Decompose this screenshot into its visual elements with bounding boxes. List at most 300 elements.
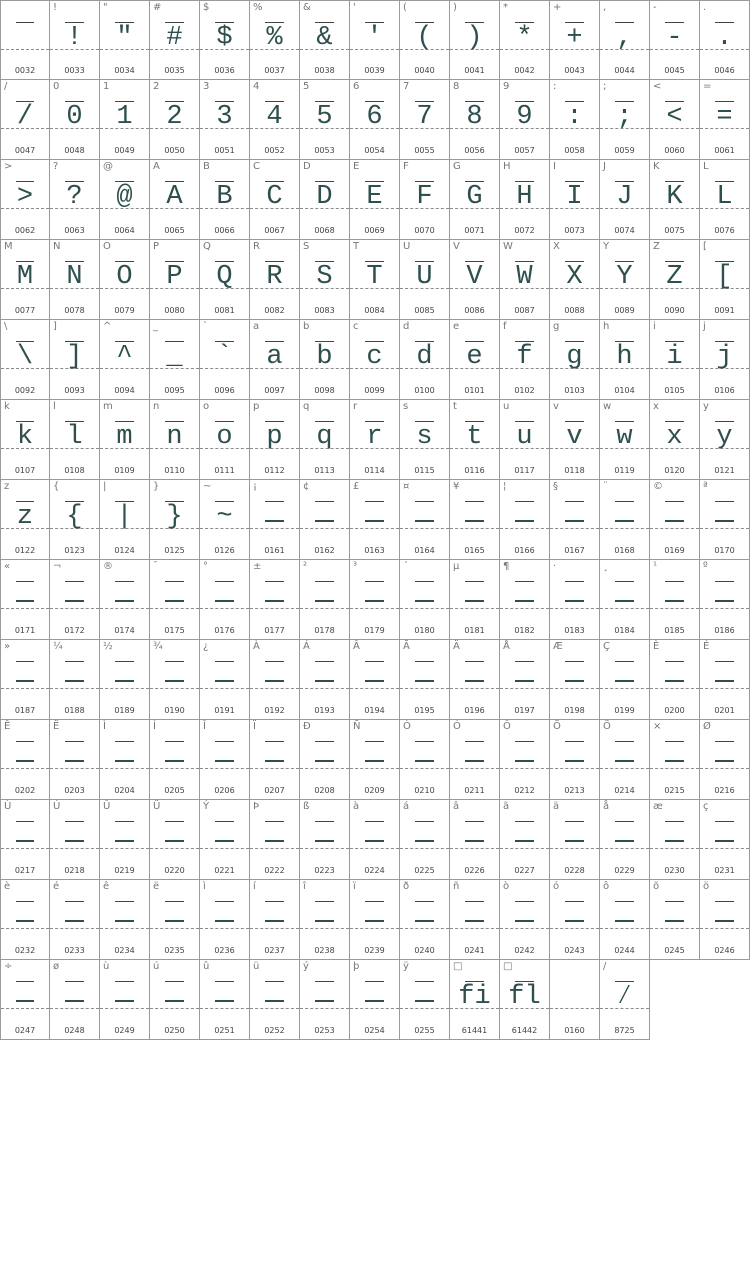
glyph-cell[interactable] [250,0,300,80]
glyph-cell[interactable] [0,960,50,1040]
glyph-cell[interactable] [650,320,700,400]
reference-char: ø [53,961,60,972]
glyph-cell[interactable] [200,560,250,640]
glyph-cell[interactable] [450,400,500,480]
glyph-cell[interactable] [650,720,700,800]
glyph-sample: K [666,182,683,212]
cap-height-line [715,901,734,902]
glyph-cell[interactable] [150,720,200,800]
char-code: 0252 [264,1026,285,1035]
glyph-cell[interactable] [500,960,550,1040]
char-code: 0233 [64,946,85,955]
reference-char: ú [153,961,160,972]
char-code: 0033 [64,66,85,75]
glyph-cell[interactable] [200,720,250,800]
char-code: 0096 [214,386,235,395]
glyph-cell[interactable] [0,160,50,240]
glyph-cell[interactable] [0,480,50,560]
glyph-cell[interactable] [150,640,200,720]
glyph-cell[interactable] [550,160,600,240]
baseline-guide [1,49,49,50]
char-code: 0126 [214,546,235,555]
glyph-cell[interactable] [600,400,650,480]
cap-height-line [65,901,84,902]
glyph-cell[interactable] [400,400,450,480]
glyph-cell[interactable] [450,960,500,1040]
glyph-cell[interactable] [550,720,600,800]
glyph-sample: H [516,182,533,212]
baseline-guide [400,768,449,769]
glyph-cell[interactable] [50,240,100,320]
glyph-cell[interactable] [300,800,350,880]
reference-char: þ [353,961,360,972]
glyph-cell[interactable] [350,240,400,320]
glyph-cell[interactable] [200,320,250,400]
baseline-guide [150,608,199,609]
cap-height-line [415,981,434,982]
char-code: 0104 [614,386,635,395]
missing-glyph-dash [65,920,84,922]
glyph-cell[interactable] [150,0,200,80]
reference-char: Ø [703,721,711,732]
reference-char: Ò [403,721,411,732]
glyph-cell[interactable] [50,640,100,720]
glyph-cell[interactable] [250,400,300,480]
glyph-cell[interactable] [400,880,450,960]
glyph-cell[interactable] [200,480,250,560]
glyph-cell[interactable] [650,80,700,160]
glyph-cell[interactable] [250,80,300,160]
glyph-cell[interactable] [150,880,200,960]
glyph-cell[interactable] [600,560,650,640]
reference-char: c [353,321,359,332]
glyph-cell[interactable] [50,400,100,480]
glyph-cell[interactable] [500,560,550,640]
glyph-cell[interactable] [350,480,400,560]
glyph-cell[interactable] [450,0,500,80]
char-code: 0083 [314,306,335,315]
glyph-cell[interactable] [600,80,650,160]
glyph-cell[interactable] [150,160,200,240]
missing-glyph-dash [615,520,634,522]
glyph-cell[interactable] [0,720,50,800]
glyph-cell[interactable] [600,960,650,1040]
char-code: 0167 [564,546,585,555]
glyph-cell[interactable] [600,720,650,800]
glyph-cell[interactable] [400,640,450,720]
baseline-guide [150,928,199,929]
glyph-cell[interactable] [300,400,350,480]
glyph-cell[interactable] [100,320,150,400]
glyph-cell[interactable] [500,480,550,560]
glyph-cell[interactable] [0,80,50,160]
glyph-cell[interactable] [250,160,300,240]
reference-char: J [603,161,606,172]
glyph-cell[interactable] [300,320,350,400]
glyph-cell[interactable] [50,320,100,400]
glyph-cell[interactable] [650,480,700,560]
glyph-cell[interactable] [300,960,350,1040]
glyph-cell[interactable] [150,400,200,480]
glyph-cell[interactable] [600,160,650,240]
glyph-cell[interactable] [300,160,350,240]
glyph-cell[interactable] [400,800,450,880]
glyph-cell[interactable] [500,240,550,320]
glyph-cell[interactable] [550,640,600,720]
glyph-sample: ( [416,23,433,53]
char-code: 0246 [714,946,735,955]
glyph-cell[interactable] [450,80,500,160]
glyph-cell[interactable] [700,0,750,80]
glyph-cell[interactable] [450,240,500,320]
reference-char: g [553,321,560,332]
glyph-cell[interactable] [500,0,550,80]
glyph-cell[interactable] [550,0,600,80]
glyph-cell[interactable] [300,0,350,80]
glyph-cell[interactable] [450,320,500,400]
baseline-guide [700,848,749,849]
glyph-cell[interactable] [350,880,400,960]
glyph-cell[interactable] [300,720,350,800]
glyph-cell[interactable] [350,720,400,800]
glyph-cell[interactable] [700,480,750,560]
glyph-cell[interactable] [450,800,500,880]
glyph-cell[interactable] [400,160,450,240]
glyph-cell[interactable] [350,640,400,720]
char-code: 0054 [364,146,385,155]
glyph-cell[interactable] [650,800,700,880]
glyph-cell[interactable] [250,560,300,640]
glyph-cell[interactable] [450,480,500,560]
glyph-cell[interactable] [450,560,500,640]
reference-char: > [4,161,13,172]
glyph-cell[interactable] [0,880,50,960]
baseline-guide [700,608,749,609]
glyph-cell[interactable] [400,960,450,1040]
glyph-cell[interactable] [250,320,300,400]
missing-glyph-dash [315,680,334,682]
glyph-cell[interactable] [150,320,200,400]
glyph-cell[interactable] [550,480,600,560]
glyph-sample: ⁄ [616,982,633,1012]
glyph-cell[interactable] [500,160,550,240]
char-code: 0115 [414,466,435,475]
glyph-cell[interactable] [100,160,150,240]
glyph-cell[interactable] [0,560,50,640]
baseline-guide [300,528,349,529]
glyph-cell[interactable] [200,960,250,1040]
glyph-cell[interactable] [600,480,650,560]
glyph-cell[interactable] [250,960,300,1040]
glyph-cell[interactable] [100,640,150,720]
reference-char: u [503,401,510,412]
glyph-cell[interactable] [450,880,500,960]
glyph-cell[interactable] [500,720,550,800]
glyph-sample: @ [116,182,133,212]
char-code: 0044 [614,66,635,75]
glyph-cell[interactable] [100,480,150,560]
glyph-cell[interactable] [150,240,200,320]
missing-glyph-dash [415,600,434,602]
glyph-cell[interactable] [300,640,350,720]
char-code: 0197 [514,706,535,715]
cap-height-line [715,741,734,742]
glyph-cell[interactable] [600,240,650,320]
glyph-cell[interactable] [250,800,300,880]
reference-char: ± [253,561,262,572]
char-code: 0213 [564,786,585,795]
char-code: 0207 [264,786,285,795]
glyph-cell[interactable] [100,720,150,800]
glyph-cell[interactable] [500,880,550,960]
glyph-cell[interactable] [0,320,50,400]
missing-glyph-dash [465,520,484,522]
glyph-cell[interactable] [0,0,50,80]
missing-glyph-dash [315,1000,334,1002]
baseline-guide [50,848,99,849]
glyph-cell[interactable] [50,800,100,880]
glyph-cell[interactable] [550,560,600,640]
glyph-cell[interactable] [500,640,550,720]
glyph-cell[interactable] [650,160,700,240]
reference-char: ¿ [203,641,209,652]
glyph-cell[interactable] [100,0,150,80]
glyph-cell[interactable] [200,800,250,880]
baseline-guide [150,1008,199,1009]
reference-char: ¸ [603,561,608,572]
glyph-row [0,480,751,560]
char-code: 0061 [714,146,735,155]
glyph-cell[interactable] [100,240,150,320]
glyph-cell[interactable] [150,800,200,880]
glyph-cell[interactable] [350,560,400,640]
glyph-cell[interactable] [650,240,700,320]
glyph-cell[interactable] [500,400,550,480]
glyph-cell[interactable] [200,400,250,480]
cap-height-line [515,501,534,502]
char-code: 0125 [164,546,185,555]
glyph-cell[interactable] [700,80,750,160]
glyph-cell[interactable] [350,960,400,1040]
glyph-sample: X [566,262,583,292]
reference-char: K [653,161,660,172]
reference-char: G [453,161,461,172]
glyph-cell[interactable] [50,480,100,560]
baseline-guide [250,688,299,689]
glyph-cell[interactable] [400,560,450,640]
glyph-cell[interactable] [450,160,500,240]
glyph-cell[interactable] [550,80,600,160]
glyph-cell[interactable] [400,80,450,160]
glyph-sample: y [716,422,733,452]
cap-height-line [615,661,634,662]
glyph-cell[interactable] [650,560,700,640]
reference-char: A [153,161,160,172]
glyph-cell[interactable] [250,480,300,560]
baseline-guide [650,608,699,609]
glyph-cell[interactable] [350,80,400,160]
char-code: 0121 [714,466,735,475]
glyph-cell[interactable] [150,560,200,640]
glyph-sample: u [516,422,533,452]
char-code: 0123 [64,546,85,555]
glyph-cell[interactable] [350,0,400,80]
glyph-cell[interactable] [0,800,50,880]
glyph-cell[interactable] [300,480,350,560]
glyph-cell[interactable] [700,320,750,400]
glyph-cell[interactable] [550,960,600,1040]
glyph-cell[interactable] [700,640,750,720]
cap-height-line [615,901,634,902]
glyph-sample: a [266,342,283,372]
glyph-cell[interactable] [350,800,400,880]
glyph-cell[interactable] [400,720,450,800]
glyph-cell[interactable] [200,640,250,720]
glyph-cell[interactable] [100,400,150,480]
glyph-cell[interactable] [450,640,500,720]
glyph-cell[interactable] [100,880,150,960]
char-code: 0114 [364,466,385,475]
char-code: 0064 [114,226,135,235]
glyph-cell[interactable] [250,880,300,960]
glyph-cell[interactable] [200,880,250,960]
glyph-cell[interactable] [50,880,100,960]
glyph-cell[interactable] [300,240,350,320]
cap-height-line [615,741,634,742]
glyph-cell[interactable] [100,80,150,160]
baseline-guide [400,608,449,609]
glyph-cell[interactable] [700,400,750,480]
glyph-cell[interactable] [650,640,700,720]
glyph-sample: I [566,182,583,212]
char-code: 0176 [214,626,235,635]
glyph-cell[interactable] [200,0,250,80]
glyph-sample: ~ [216,502,233,532]
glyph-cell[interactable] [250,640,300,720]
glyph-cell[interactable] [0,400,50,480]
char-code: 0177 [264,626,285,635]
glyph-cell[interactable] [600,0,650,80]
cap-height-line [415,581,434,582]
glyph-cell[interactable] [650,880,700,960]
missing-glyph-dash [315,600,334,602]
baseline-guide [350,528,399,529]
reference-char: î [303,881,306,892]
glyph-cell[interactable] [500,800,550,880]
glyph-cell[interactable] [100,560,150,640]
glyph-cell[interactable] [500,320,550,400]
glyph-cell[interactable] [150,960,200,1040]
glyph-cell[interactable] [700,160,750,240]
glyph-cell[interactable] [600,880,650,960]
char-code: 0217 [14,866,36,875]
baseline-guide [100,768,149,769]
glyph-cell[interactable] [50,80,100,160]
glyph-cell[interactable] [100,800,150,880]
glyph-cell[interactable] [600,640,650,720]
glyph-cell[interactable] [150,80,200,160]
glyph-cell[interactable] [500,80,550,160]
reference-char: $ [203,2,210,13]
glyph-cell[interactable] [650,0,700,80]
reference-char: ¯ [153,561,158,572]
glyph-cell[interactable] [550,880,600,960]
reference-char: 1 [103,81,110,92]
glyph-cell[interactable] [550,320,600,400]
char-code: 0230 [664,866,685,875]
glyph-cell[interactable] [700,240,750,320]
glyph-cell[interactable] [550,240,600,320]
glyph-cell[interactable] [100,960,150,1040]
glyph-cell[interactable] [200,160,250,240]
glyph-cell[interactable] [300,880,350,960]
missing-glyph-dash [265,920,284,922]
glyph-cell[interactable] [400,0,450,80]
glyph-cell[interactable] [400,320,450,400]
glyph-cell[interactable] [350,400,400,480]
glyph-cell[interactable] [600,320,650,400]
glyph-cell[interactable] [550,400,600,480]
char-code: 0111 [214,466,235,475]
missing-glyph-dash [415,680,434,682]
glyph-cell[interactable] [700,800,750,880]
baseline-guide [450,688,499,689]
reference-char: = [703,81,712,92]
glyph-cell[interactable] [700,720,750,800]
baseline-guide [150,848,199,849]
glyph-cell[interactable] [50,720,100,800]
glyph-cell[interactable] [0,640,50,720]
glyph-cell[interactable] [50,0,100,80]
glyph-cell[interactable] [250,240,300,320]
glyph-cell[interactable] [200,240,250,320]
glyph-cell[interactable] [350,160,400,240]
glyph-row [0,320,751,400]
glyph-cell[interactable] [650,400,700,480]
cap-height-line [315,901,334,902]
char-code: 0063 [64,226,85,235]
glyph-cell[interactable] [400,480,450,560]
baseline-guide [100,688,149,689]
cap-height-line [165,741,184,742]
glyph-cell[interactable] [50,560,100,640]
char-code: 0181 [464,626,485,635]
glyph-cell[interactable] [700,880,750,960]
glyph-cell[interactable] [350,320,400,400]
baseline-guide [450,768,499,769]
char-code: 0073 [564,226,585,235]
glyph-cell[interactable] [50,960,100,1040]
cap-height-line [715,581,734,582]
glyph-cell[interactable] [300,560,350,640]
glyph-cell[interactable] [250,720,300,800]
glyph-cell[interactable] [400,240,450,320]
char-code: 0208 [314,786,335,795]
reference-char: ý [303,961,309,972]
glyph-cell[interactable] [700,560,750,640]
char-code: 0036 [214,66,235,75]
glyph-cell[interactable] [0,240,50,320]
glyph-cell[interactable] [450,720,500,800]
glyph-cell[interactable] [300,80,350,160]
glyph-cell[interactable] [50,160,100,240]
glyph-cell[interactable] [600,800,650,880]
reference-char: ; [603,81,607,92]
glyph-cell[interactable] [200,80,250,160]
glyph-cell[interactable] [150,480,200,560]
glyph-cell[interactable] [550,800,600,880]
reference-char: 6 [353,81,360,92]
